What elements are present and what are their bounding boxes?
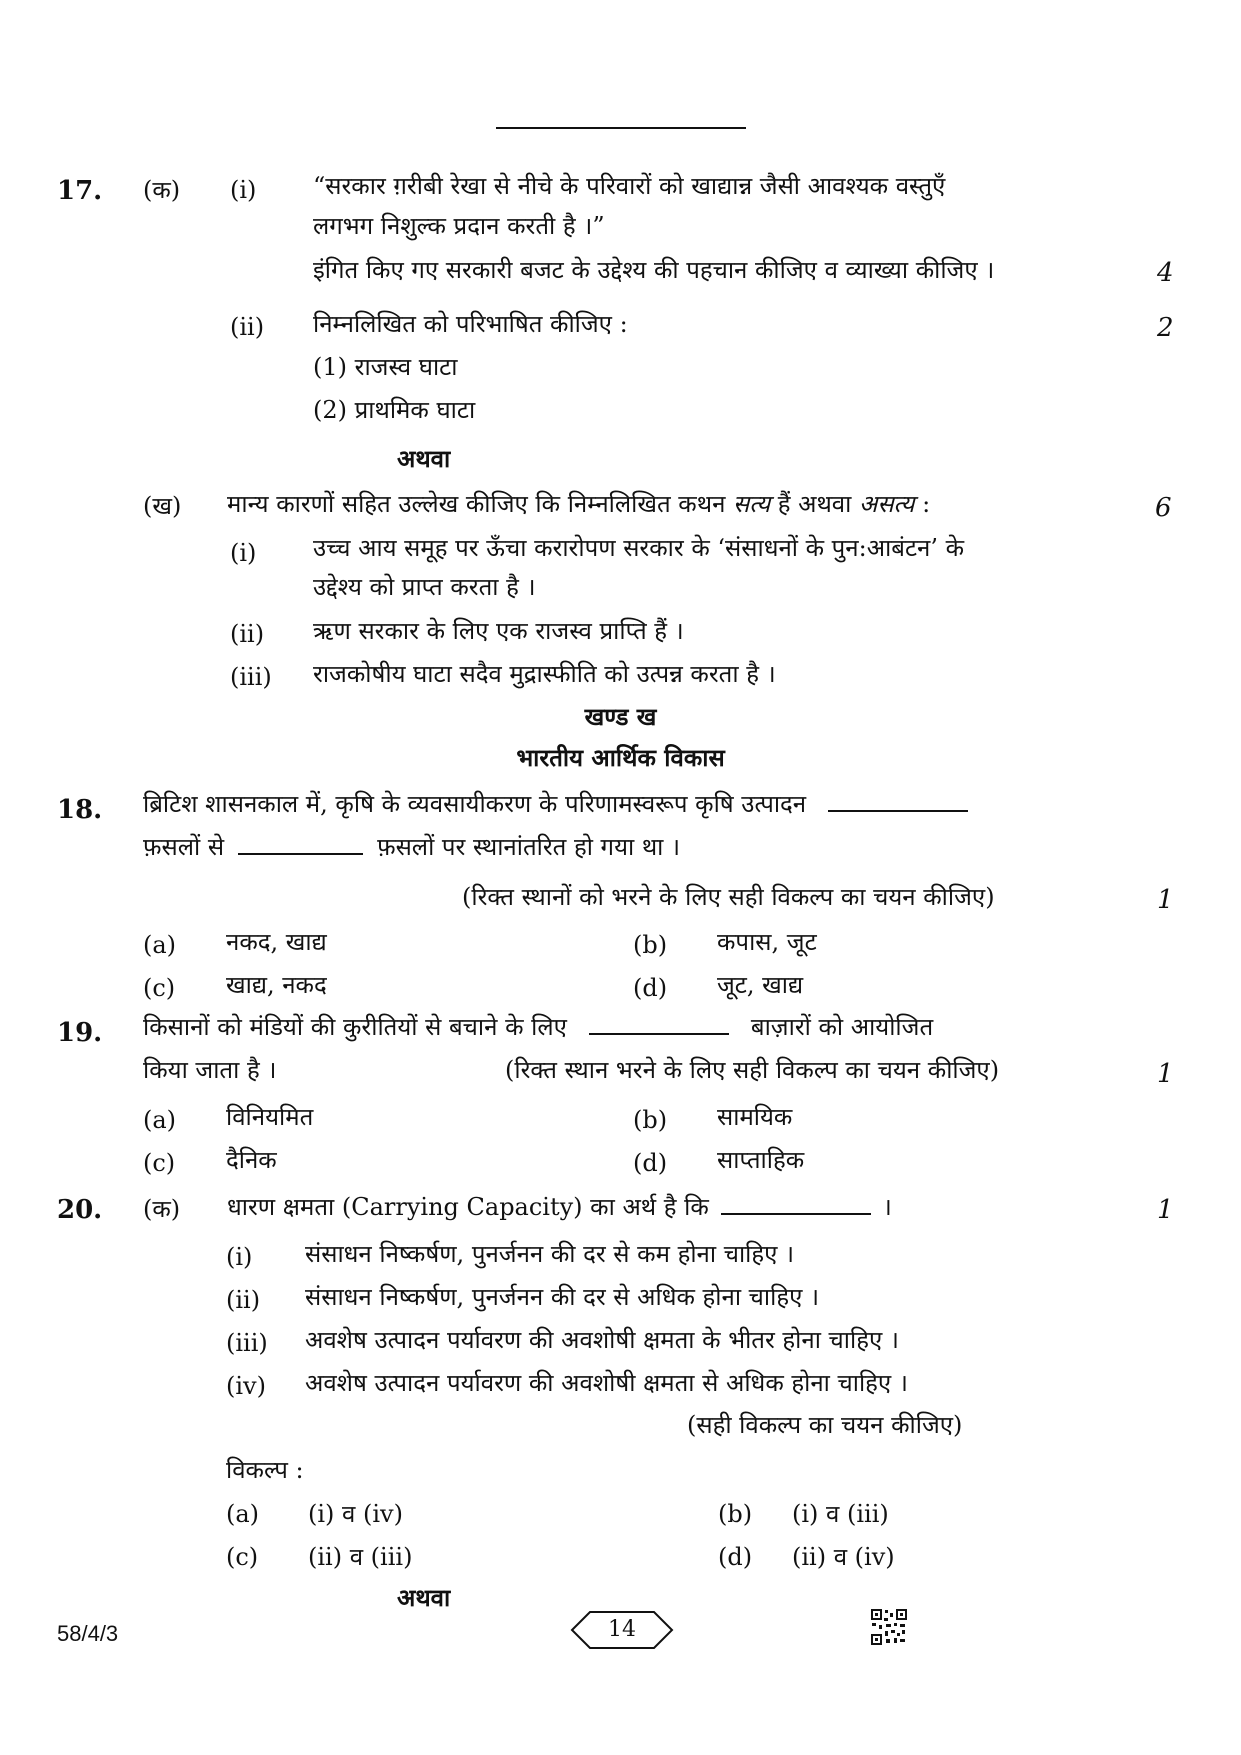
q19-line1a: किसानों को मंडियों की कुरीतियों से बचाने के लिए bbox=[143, 1013, 567, 1041]
q20-statement-ii-text: संसाधन निष्कर्षण, पुनर्जनन की दर से अधिक होना चाहिए । bbox=[305, 1283, 820, 1311]
q18-line2a: फ़सलों से bbox=[143, 833, 225, 861]
qr-code-icon bbox=[870, 1608, 908, 1646]
q17-ii-item-2: (2) प्राथमिक घाटा bbox=[313, 396, 476, 424]
q18-line2 bbox=[143, 835, 680, 859]
q20-stem-text: धारण क्षमता (Carrying Capacity) का अर्थ है कि bbox=[227, 1193, 709, 1221]
q20-option-c-text: (ii) व (iii) bbox=[308, 1543, 413, 1571]
q17-i-line2: लगभग निशुल्क प्रदान करती है ।” bbox=[313, 212, 605, 240]
q17-b-intro-true: सत्य bbox=[733, 490, 771, 518]
q20-statement-i-text: संसाधन निष्कर्षण, पुनर्जनन की दर से कम होना चाहिए । bbox=[305, 1240, 795, 1268]
q19-marks: 1 bbox=[1157, 1059, 1174, 1089]
q20-instruction: (सही विकल्प का चयन कीजिए) bbox=[687, 1411, 963, 1439]
q20-stem bbox=[227, 1195, 892, 1219]
q18-option-c-text: खाद्य, नकद bbox=[226, 971, 327, 999]
q17-b-i-line1: उच्च आय समूह पर ऊँचा करारोपण सरकार के ‘संसाधनों के पुन:आबंटन’ के bbox=[313, 534, 965, 562]
q17-b-intro-part3: : bbox=[914, 490, 931, 518]
q17-b-intro-part2: हैं अथवा bbox=[770, 490, 859, 518]
q20-statement-i-label: (i) bbox=[226, 1243, 253, 1271]
q18-option-c-label: (c) bbox=[143, 974, 176, 1002]
section-subtitle: भारतीय आर्थिक विकास bbox=[516, 743, 725, 772]
q19-number: 19. bbox=[57, 1018, 103, 1048]
q17-b-marks: 6 bbox=[1155, 493, 1172, 523]
q18-number: 18. bbox=[57, 795, 103, 825]
q19-option-a-label: (a) bbox=[143, 1106, 177, 1134]
q20-option-b-label: (b) bbox=[718, 1500, 753, 1528]
q19-instruction: (रिक्त स्थान भरने के लिए सही विकल्प का चयन कीजिए) bbox=[505, 1056, 1000, 1084]
top-rule bbox=[496, 127, 746, 129]
q18-option-a-text: नकद, खाद्य bbox=[226, 928, 327, 956]
q20-or: अथवा bbox=[397, 1583, 451, 1612]
q18-option-a-label: (a) bbox=[143, 931, 177, 959]
q17-i-line1: “सरकार ग़रीबी रेखा से नीचे के परिवारों को खाद्यान्न जैसी आवश्यक वस्तुएँ bbox=[313, 172, 946, 200]
q20-option-a-text: (i) व (iv) bbox=[308, 1500, 403, 1528]
q17-b-ii-label: (ii) bbox=[230, 620, 265, 648]
q18-marks: 1 bbox=[1157, 885, 1174, 915]
q18-instruction: (रिक्त स्थानों को भरने के लिए सही विकल्प का चयन कीजिए) bbox=[462, 883, 995, 911]
q20-statement-ii-label: (ii) bbox=[226, 1286, 261, 1314]
section-title: खण्ड ख bbox=[584, 702, 657, 731]
q19-option-c-text: दैनिक bbox=[226, 1146, 277, 1174]
q18-option-b-text: कपास, जूट bbox=[717, 928, 817, 956]
q17-i-label: (i) bbox=[230, 176, 257, 204]
q20-number: 20. bbox=[57, 1195, 103, 1225]
q17-b-i-label: (i) bbox=[230, 539, 257, 567]
q17-ii-marks: 2 bbox=[1157, 313, 1174, 343]
q19-line1b: बाज़ारों को आयोजित bbox=[750, 1013, 934, 1041]
q17-b-i-line2: उद्देश्य को प्राप्त करता है । bbox=[313, 573, 536, 601]
q19-option-b-label: (b) bbox=[633, 1106, 668, 1134]
q19-line1 bbox=[143, 1015, 933, 1039]
q17-part-b-label: (ख) bbox=[143, 492, 182, 520]
q20-option-c-label: (c) bbox=[226, 1543, 259, 1571]
q19-option-a-text: विनियमित bbox=[226, 1103, 314, 1131]
q20-option-b-text: (i) व (iii) bbox=[792, 1500, 889, 1528]
q17-ii-item-1: (1) राजस्व घाटा bbox=[313, 353, 458, 381]
q17-b-ii-text: ऋण सरकार के लिए एक राजस्व प्राप्ति हैं । bbox=[313, 617, 684, 645]
q18-line2b: फ़सलों पर स्थानांतरित हो गया था । bbox=[377, 833, 681, 861]
q19-option-d-text: साप्ताहिक bbox=[717, 1146, 805, 1174]
q17-number: 17. bbox=[57, 176, 103, 206]
q17-part-a-label: (क) bbox=[143, 176, 181, 204]
q18-line1 bbox=[143, 792, 968, 816]
q17-b-iii-label: (iii) bbox=[230, 663, 272, 691]
q20-stem-end: । bbox=[882, 1193, 892, 1221]
q17-i-line3: इंगित किए गए सरकारी बजट के उद्देश्य की पहचान कीजिए व व्याख्या कीजिए । bbox=[313, 256, 995, 284]
q18-option-d-label: (d) bbox=[633, 974, 668, 1002]
q20-option-d-text: (ii) व (iv) bbox=[792, 1543, 895, 1571]
q18-line1-text: ब्रिटिश शासनकाल में, कृषि के व्यवसायीकरण के परिणामस्वरूप कृषि उत्पादन bbox=[143, 790, 807, 818]
q17-ii-label: (ii) bbox=[230, 313, 265, 341]
q18-blank-2 bbox=[238, 835, 363, 855]
q17-i-marks: 4 bbox=[1157, 258, 1174, 288]
q18-option-b-label: (b) bbox=[633, 931, 668, 959]
q17-b-intro-part1: मान्य कारणों सहित उल्लेख कीजिए कि निम्नलिखित कथन bbox=[227, 490, 734, 518]
q20-option-d-label: (d) bbox=[718, 1543, 753, 1571]
paper-code: 58/4/3 bbox=[57, 1621, 119, 1646]
q17-b-intro-false: असत्य bbox=[859, 490, 915, 518]
q19-blank bbox=[589, 1015, 729, 1035]
q20-marks: 1 bbox=[1157, 1195, 1174, 1225]
page-number: 14 bbox=[608, 1617, 636, 1642]
q20-statement-iv-label: (iv) bbox=[226, 1372, 266, 1400]
q19-line2: किया जाता है । bbox=[143, 1056, 277, 1084]
q19-option-b-text: सामयिक bbox=[717, 1103, 793, 1131]
q18-option-d-text: जूट, खाद्य bbox=[717, 971, 804, 999]
q20-option-a-label: (a) bbox=[226, 1500, 260, 1528]
q17-or: अथवा bbox=[397, 444, 451, 473]
q20-statement-iv-text: अवशेष उत्पादन पर्यावरण की अवशोषी क्षमता से अधिक होना चाहिए । bbox=[305, 1369, 908, 1397]
q20-statement-iii-text: अवशेष उत्पादन पर्यावरण की अवशोषी क्षमता के भीतर होना चाहिए । bbox=[305, 1326, 899, 1354]
q18-blank-1 bbox=[828, 792, 968, 812]
q20-statement-iii-label: (iii) bbox=[226, 1329, 268, 1357]
q17-b-intro bbox=[227, 492, 930, 516]
q19-option-c-label: (c) bbox=[143, 1149, 176, 1177]
q17-ii-text: निम्नलिखित को परिभाषित कीजिए : bbox=[313, 310, 628, 338]
q20-blank bbox=[721, 1195, 871, 1215]
q20-options-heading: विकल्प : bbox=[226, 1456, 304, 1484]
q19-option-d-label: (d) bbox=[633, 1149, 668, 1177]
q17-b-iii-text: राजकोषीय घाटा सदैव मुद्रास्फीति को उत्पन्न करता है । bbox=[313, 660, 776, 688]
q20-part-a-label: (क) bbox=[143, 1195, 181, 1223]
